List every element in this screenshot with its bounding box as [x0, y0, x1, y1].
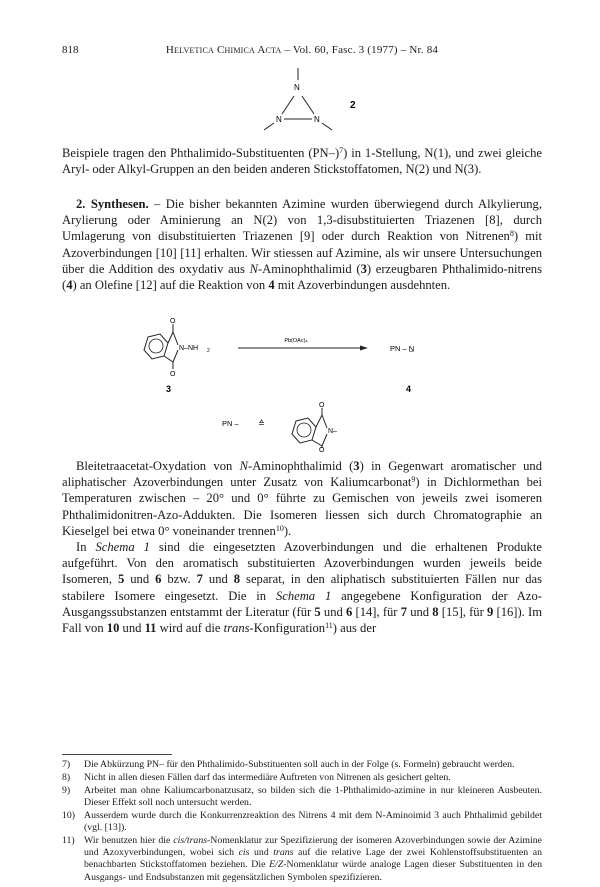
footnote-11: 11) Wir benutzen hier die cis/trans-Nomenklatur zur Spezifizierung der isomeren Azoverbindungen sowie der Azimine und Azoxyverbindungen, wobei sich cis und trans auf die relative Lage der zwei Kohlenstoffsubstituenten an benachbarten Stickstoffatomen beziehen. Die E/Z-Nomenklatur würde analoge Lagen dieser Substituenten in den Ausgangs- und Endsubstanzen mit gegensätzlichen Symbolen spezifizieren.: [62, 835, 542, 883]
sm-oxygen-top: O: [170, 318, 176, 325]
atom-n3: N: [314, 115, 320, 124]
equivalence-symbol: ≙: [258, 419, 265, 428]
reaction-scheme: [130, 312, 470, 452]
pn-label: PN –: [222, 419, 239, 428]
footnote-7: 7) Die Abkürzung PN– für den Phthalimido-Substituenten soll auch in der Folge (s. Formeln) gebraucht werden.: [62, 759, 515, 770]
azimine-structure: [230, 66, 370, 138]
nitrene-label: PN – N̲: [390, 344, 415, 353]
pn-oxygen-top: O: [319, 402, 325, 409]
footnote-10: 10) Ausserdem wurde durch die Konkurrenzreaktion des Nitrens 4 mit dem N-Aminoimid 3 auch Phthalimid gebildet (vgl. [13]).: [62, 810, 542, 834]
paragraph-schema: In Schema 1 sind die eingesetzten Azoverbindungen und die erhaltenen Produkte aufgeführt. Von den aromatisch substituierten Azoverbindungen wurden jeweils beide Isomeren, 5 und 6 bzw. 7 und 8 separat, in den aliphatisch substituierten Fällen nur das stabilere Isomere eingesetzt. Die in Schema 1 angegebene Konfiguration der Azo-Ausgangssubstanzen entstammt der Literatur (für 5 und 6 [14], für 7 und 8 [15], für 9 [16]). Im Fall von 10 und 11 wird auf die trans-Konfiguration$^{11}$) aus der: [62, 540, 543, 636]
compound-number-2: 2: [350, 100, 356, 111]
atom-n2: N: [276, 115, 282, 124]
compound-number-4: 4: [406, 384, 412, 394]
sm-oxygen-bottom: O: [170, 371, 176, 378]
page-number: 818: [62, 44, 79, 56]
sm-amino-group: N–NH: [179, 345, 199, 352]
section-synthesen: 2. Synthesen. – Die bisher bekannten Azimine wurden überwiegend durch Alkylierung, Arylierung oder Aminierung an N(2) von 1,3-disubstituierten Triazenen [8], durch Umlagerung von disubstituierten Triazenen [9] oder durch Reaktion von Nitrenen$^8$) mit Azoverbindungen [10] [11] erhalten. Wir stiessen auf Azimine, als wir unsere Untersuchungen über die Addition des oxydativ aus N-Aminophthalimid (3) erzeugbaren Phthalimido-nitrens (4) an Olefine [12] auf die Reaktion von 4 mit Azoverbindungen ausdehnten.: [62, 197, 543, 293]
footnote-8: 8) Nicht in allen diesen Fällen darf das intermediäre Auftreten von Nitrenen als gesichert gelten.: [62, 772, 451, 783]
section-heading: 2. Synthesen.: [76, 197, 149, 211]
pn-nitrogen: N–: [328, 428, 337, 435]
paragraph-oxydation: Bleitetraacetat-Oxydation von N-Aminophthalimid (3) in Gegenwart aromatischer und aliphatischer Azoverbindungen unter Zusatz von Kaliumcarbonat$^9$) in Dichlormethan bei Temperaturen zwischen – 20° und 0° führte zu Gemischen von jeweils zwei isomeren Phthalimidonitren-Azo-Addukten. Die Isomeren liessen sich durch Chromatographie an Kieselgel bei etwa 0° voneinander trennen$^{10}$).: [62, 459, 543, 538]
journal-title: Helvetica Chimica Acta – Vol. 60, Fasc. 3 (1977) – Nr. 84: [165, 44, 439, 56]
footnote-divider: [62, 754, 172, 755]
compound-number-3: 3: [166, 384, 172, 394]
footnote-9: 9) Arbeitet man ohne Kaliumcarbonatzusatz, so bilden sich die 1-Phthalimido-azimine in nur kleineren Ausbeuten. Dieser Effekt soll noch untersucht werden.: [62, 785, 542, 809]
atom-n1: N: [294, 83, 300, 92]
pn-oxygen-bottom: O: [319, 447, 325, 452]
reagent-label: Pb(OAc)₄: [284, 338, 308, 344]
paragraph-intro: Beispiele tragen den Phthalimido-Substituenten $(PN-)^7$) in 1-Stellung, N(1), und zwei gleiche Aryl- oder Alkyl-Gruppen an den beiden anderen Stickstoffatomen, N(2) und N(3).: [62, 146, 542, 177]
sm-subscript: 2: [207, 348, 210, 354]
